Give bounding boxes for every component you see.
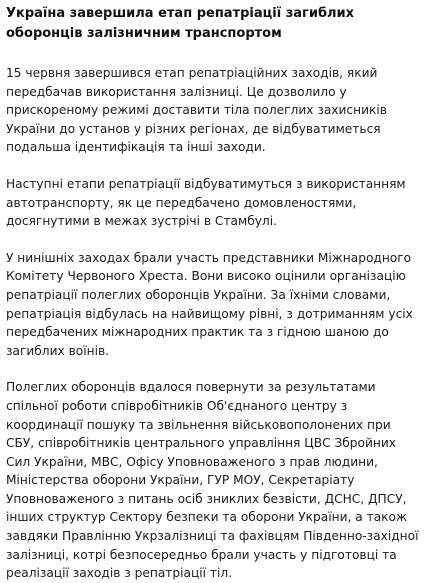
article-paragraph-2: Наступні етапи репатріації відбуватимуться з використанням автотранспорту, як це передбачено домовленостями, досягнутими в межах зустрічі в Стамбулі.	[6, 176, 406, 229]
article-title: Україна завершила етап репатріації загиблих оборонців залізничним транспортом	[6, 6, 355, 41]
article-paragraph-1: 15 червня завершився етап репатріаційних заходів, який передбачав використання залізниці. Це дозволило у прискореному режимі доставити тіла полеглих захисників України до установ у різних регіонах, де відбуватиметься подальша ідентифікація та інші заходи.	[6, 66, 387, 155]
news-article	[0, 4, 425, 583]
article-paragraph-4: Полеглих оборонців вдалося повернути за результатами спільної роботи співробітників Об'єднаного центру з координації пошуку та звільнення військовополонених при СБУ, співробітників центрального управління ЦВС Збройних Сил України, МВС, Офісу Уповноваженого з прав людини, Міністерства оборони України, ГУР МОУ, Секретаріату Уповноваженого з питань осіб зниклих безвісти, ДСНС, ДПСУ, інших структур Сектору безпеки та оборони України, а також завдяки Правлінню Укрзалізниці та фахівцям Південно-західної залізниці, котрі безпосередньо брали участь у підготовці та реалізації заходів з репатріації тіл.	[6, 380, 419, 581]
article-paragraph-3: У нинішніх заходах брали участь представники Міжнародного Комітету Червоного Хреста. Вони високо оцінили організацію репатріації полеглих оборонців України. За їхніми словами, репатріація відбулась на найвищому рівні, з дотриманням усіх передбачених міжнародних практик та з гідною шаною до загиблих воїнів.	[6, 250, 413, 358]
